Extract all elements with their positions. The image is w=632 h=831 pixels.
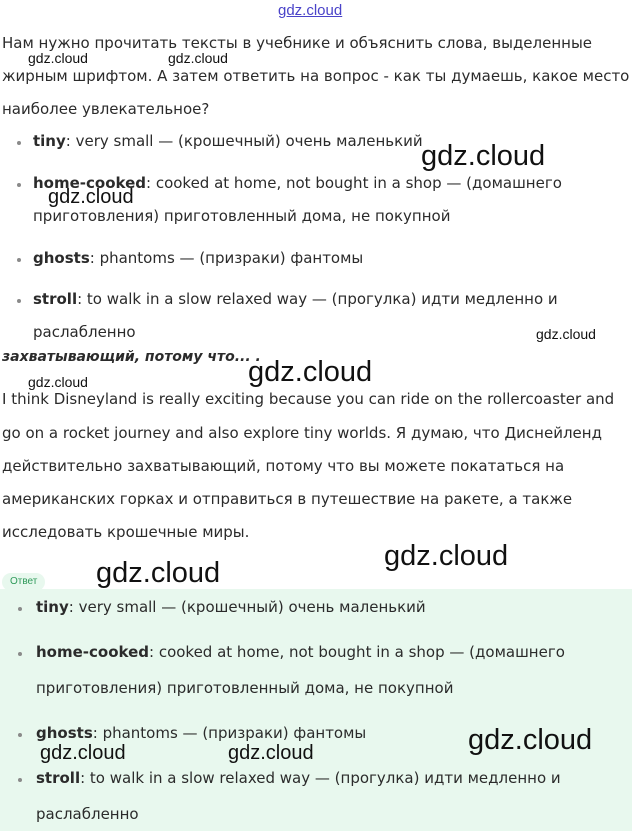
paragraph-line: go on a rocket journey and also explore tiny worlds. Я думаю, что Диснейленд [2,424,602,442]
term: home-cooked [36,643,149,661]
intro-line: жирным шрифтом. А затем ответить на вопрос - как ты думаешь, какое место [2,67,630,85]
cutoff-line: захватывающий, потому что... . [2,349,261,365]
list-item [33,291,558,308]
list-item [33,175,562,192]
term: stroll [36,769,81,787]
watermark: gdz.cloud [468,724,593,756]
list-item-continuation: приготовления) приготовленный дома, не покупной [33,207,451,225]
term: ghosts [36,724,93,742]
bullet [18,652,22,656]
definition: : phantoms — (призраки) фантомы [92,724,367,742]
watermark: gdz.cloud [168,50,228,66]
list-item [33,250,363,267]
list-item [36,770,561,787]
definition: : cooked at home, not bought in a shop — (домашнего [146,174,562,192]
paragraph-line: действительно захватывающий, потому что вы можете покататься на [2,457,565,475]
list-item-continuation: раслабленно [36,805,139,823]
definition: : cooked at home, not bought in a shop — (домашнего [149,643,565,661]
watermark: gdz.cloud [248,356,373,388]
watermark: gdz.cloud [48,186,134,208]
paragraph-line: исследовать крошечные миры. [2,523,250,541]
bullet [18,607,22,611]
answer-badge: Ответ [2,573,45,591]
term: tiny [33,132,66,150]
watermark: gdz.cloud [536,326,596,342]
paragraph-line: американских горках и отправиться в путешествие на ракете, а также [2,490,573,508]
list-item [33,133,423,150]
bullet [17,141,21,145]
term: ghosts [33,249,90,267]
definition: : to walk in a slow relaxed way — (прогулка) идти медленно и [80,769,561,787]
intro-line: наиболее увлекательное? [2,100,210,118]
watermark-top: gdz.cloud [278,2,343,19]
paragraph-line: I think Disneyland is really exciting because you can ride on the rollercoaster and [2,390,615,408]
definition: : very small — (крошечный) очень маленький [68,598,426,616]
term: home-cooked [33,174,146,192]
watermark: gdz.cloud [228,742,314,764]
list-item [36,644,565,661]
list-item-continuation: приготовления) приготовленный дома, не покупной [36,679,454,697]
bullet [17,258,21,262]
bullet [17,299,21,303]
watermark: gdz.cloud [40,742,126,764]
term: stroll [33,290,78,308]
bullet [18,778,22,782]
answer-panel [0,589,632,831]
list-item [36,725,366,742]
bullet [18,733,22,737]
definition: : to walk in a slow relaxed way — (прогулка) идти медленно и [77,290,558,308]
intro-line: Нам нужно прочитать тексты в учебнике и объяснить слова, выделенные [2,34,593,52]
watermark: gdz.cloud [96,557,221,589]
watermark: gdz.cloud [28,374,88,390]
bullet [17,183,21,187]
definition: : very small — (крошечный) очень маленький [65,132,423,150]
watermark: gdz.cloud [384,540,509,572]
list-item-continuation: раслабленно [33,323,136,341]
term: tiny [36,598,69,616]
definition: : phantoms — (призраки) фантомы [89,249,364,267]
list-item [36,599,426,616]
watermark: gdz.cloud [421,140,546,172]
watermark: gdz.cloud [28,50,88,66]
